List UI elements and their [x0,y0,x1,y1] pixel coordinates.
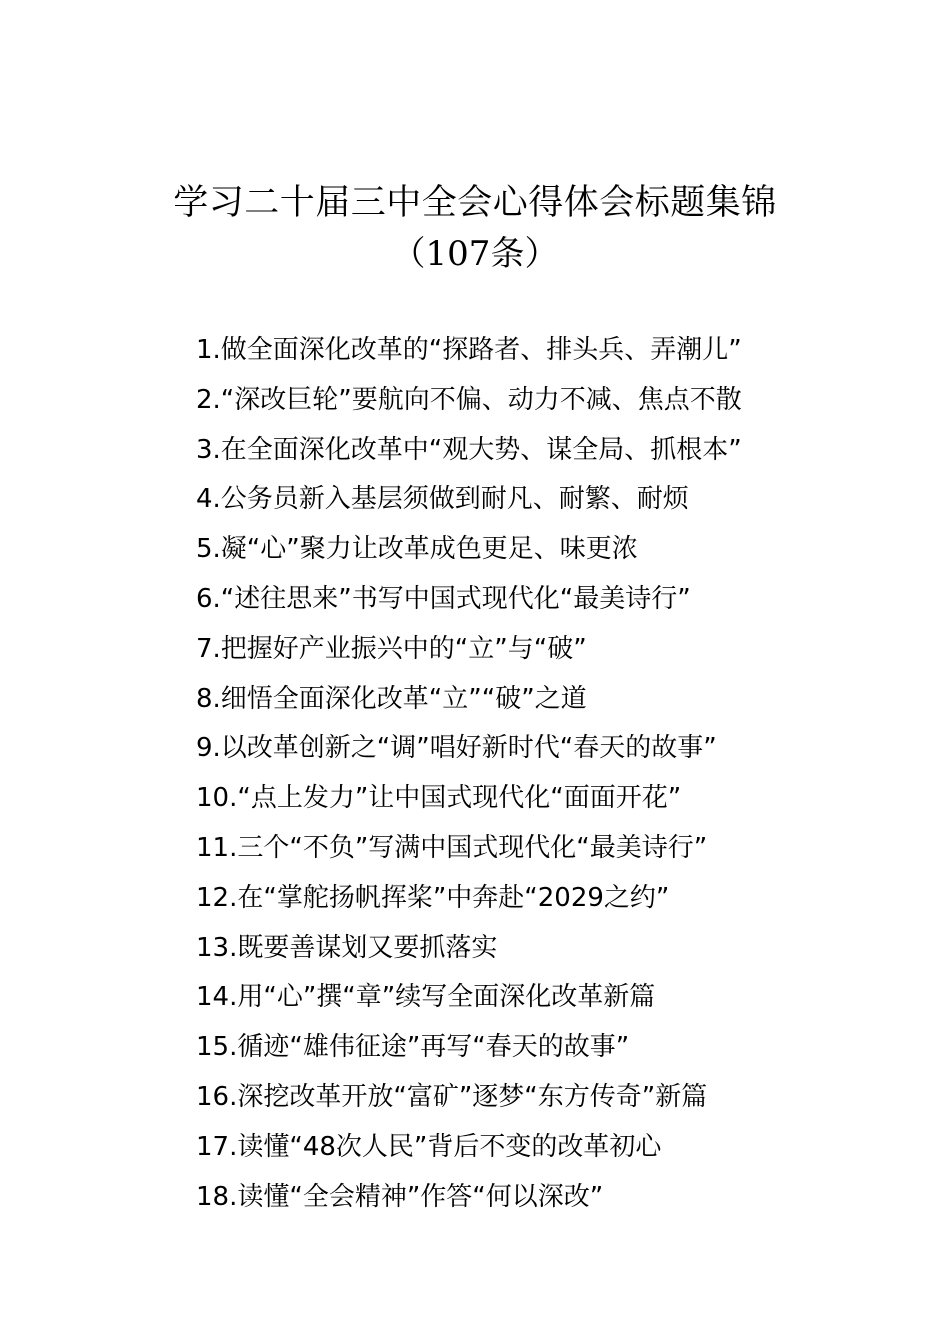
document-subtitle: （107条） [391,234,559,274]
list-item: 13.既要善谋划又要抓落实 [196,932,498,963]
list-item: 18.读懂“全会精神”作答“何以深改” [196,1181,604,1212]
list-item: 11.三个“不负”写满中国式现代化“最美诗行” [196,832,708,863]
list-item: 4.公务员新入基层须做到耐凡、耐繁、耐烦 [196,484,689,515]
list-item: 5.凝“心”聚力让改革成色更足、味更浓 [196,534,638,565]
title-list [196,326,742,1222]
list-item: 2.“深改巨轮”要航向不偏、动力不减、焦点不散 [196,384,742,415]
list-item: 12.在“掌舵扬帆挥桨”中奔赴“2029之约” [196,882,670,913]
list-item: 6.“述往思来”书写中国式现代化“最美诗行” [196,583,691,614]
list-item: 14.用“心”撰“章”续写全面深化改革新篇 [196,982,656,1013]
document-title: 学习二十届三中全会心得体会标题集锦 [173,183,777,223]
list-item: 8.细悟全面深化改革“立”“破”之道 [196,683,587,714]
list-item: 7.把握好产业振兴中的“立”与“破” [196,633,587,664]
list-item: 17.读懂“48次人民”背后不变的改革初心 [196,1131,662,1162]
list-item: 15.循迹“雄伟征途”再写“春天的故事” [196,1032,630,1063]
list-item: 16.深挖改革开放“富矿”逐梦“东方传奇”新篇 [196,1081,708,1112]
list-item: 9.以改革创新之“调”唱好新时代“春天的故事” [196,733,717,764]
title-block [0,176,950,278]
list-item: 1.做全面深化改革的“探路者、排头兵、弄潮儿” [196,335,742,365]
list-item: 10.“点上发力”让中国式现代化“面面开花” [196,783,682,814]
list-item: 3.在全面深化改革中“观大势、谋全局、抓根本” [196,434,742,465]
